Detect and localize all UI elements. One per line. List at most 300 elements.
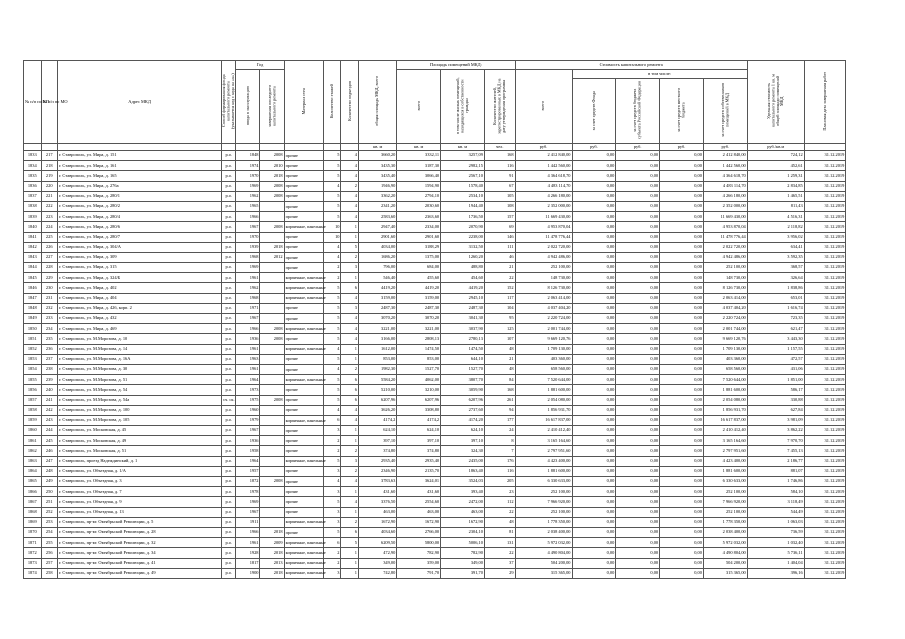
cell-area-total: 374,80 (397, 446, 441, 456)
cell-wall-material: кирпичные, панельные (284, 375, 323, 385)
cell-year-commission: 1967 (236, 507, 260, 517)
cell-num-mo: 218 (41, 161, 57, 171)
header-area-group: Площадь помещений МКД: (397, 61, 515, 70)
cell-cost-local: 0,00 (660, 405, 704, 415)
cell-entrances: 4 (341, 415, 359, 425)
cell-cost-fund: 0,00 (572, 507, 616, 517)
cell-fund-method: р.о. (222, 242, 236, 252)
cell-cost-total: 2 001 744,00 (515, 324, 572, 334)
cell-planned-date: 31.12.2019 (804, 364, 846, 374)
cell-year-commission: 1966 (236, 527, 260, 537)
cell-cost-fund: 0,00 (572, 456, 616, 466)
cell-cost-federal: 0,00 (616, 456, 660, 466)
cell-cost-fund: 0,00 (572, 212, 616, 222)
cell-area-private: 1944,40 (441, 201, 485, 211)
cell-cost-total: 4 953 870,04 (515, 222, 572, 232)
cell-cost-federal: 0,00 (616, 181, 660, 191)
cell-planned-date: 31.12.2019 (804, 395, 846, 405)
cell-area-private: 3041,30 (441, 314, 485, 324)
cell-year-last-repair: 2008 (260, 151, 284, 161)
cell-fund-method: р.о. (222, 273, 236, 283)
cell-entrances: 4 (341, 191, 359, 201)
cell-area-total: 3159,00 (397, 293, 441, 303)
unit-cell (41, 144, 57, 151)
cell-num-mo: 255 (41, 538, 57, 548)
cell-num-mo: 223 (41, 212, 57, 222)
table-row (24, 171, 888, 181)
cell-residents: 116 (484, 466, 515, 476)
cell-num-mo: 241 (41, 395, 57, 405)
cell-cost-fund: 0,00 (572, 222, 616, 232)
cell-year-last-repair (260, 405, 284, 415)
cell-cost-fund: 0,00 (572, 477, 616, 487)
cell-area-private: 1578,40 (441, 181, 485, 191)
cell-num-total: 1836 (24, 181, 42, 191)
cell-cost-local: 0,00 (660, 364, 704, 374)
cell-area-total: 397,10 (397, 436, 441, 446)
cell-cost-fund: 0,00 (572, 263, 616, 273)
cell-floors: 3 (323, 517, 341, 527)
header-cost-total: всего (515, 70, 572, 144)
cell-wall-material: прочие (284, 446, 323, 456)
cell-cost-owners: 403 360,00 (703, 354, 747, 364)
cell-num-mo: 258 (41, 568, 57, 578)
cell-cost-total: 2 410 412,40 (515, 426, 572, 436)
cell-address: г. Ставрополь, ул. М.Морозова, д. 10 (57, 334, 221, 344)
header-address: Адрес МКД (57, 61, 221, 144)
cell-address: г. Ставрополь, ул. Мира, д. 304/А (57, 242, 221, 252)
cell-unit-cost: 1 157,55 (747, 344, 804, 354)
cell-address: г. Ставрополь, ул. Мира, д. 432 (57, 314, 221, 324)
cell-area-private: 2737,60 (441, 405, 485, 415)
cell-floors: 5 (323, 161, 341, 171)
cell-num-mo: 251 (41, 497, 57, 507)
cell-cost-fund: 0,00 (572, 375, 616, 385)
cell-cost-owners: 2 001 744,00 (703, 324, 747, 334)
cell-fund-method: р.о. (222, 436, 236, 446)
cell-area-private: 397,10 (441, 436, 485, 446)
cell-fund-method: р.о. (222, 364, 236, 374)
table-row (24, 568, 888, 578)
cell-floors: 5 (323, 303, 341, 313)
table-row (24, 232, 888, 242)
table-row (24, 558, 888, 568)
cell-area-private: 3807,70 (441, 375, 485, 385)
cell-cost-federal: 0,00 (616, 395, 660, 405)
unit-cell (236, 144, 260, 151)
cell-planned-date: 31.12.2019 (804, 252, 846, 262)
cell-area-total: 359,00 (397, 558, 441, 568)
cell-unit-cost: 431,06 (747, 364, 804, 374)
cell-year-last-repair: 2009 (260, 538, 284, 548)
cell-area-total: 2487,30 (397, 303, 441, 313)
table-row (24, 354, 888, 364)
cell-area-private: 3059,90 (441, 385, 485, 395)
cell-year-last-repair: 2013 (260, 558, 284, 568)
cell-year-commission: 1978 (236, 487, 260, 497)
cell-year-last-repair (260, 283, 284, 293)
unit-residents: чел. (484, 144, 515, 151)
cell-year-commission: 1962 (236, 191, 260, 201)
cell-unit-cost: 544,49 (747, 507, 804, 517)
cell-floors: 5 (323, 456, 341, 466)
cell-entrances: 1 (341, 426, 359, 436)
cell-fund-method: р.о. (222, 497, 236, 507)
cell-total-area: 3070,20 (359, 314, 397, 324)
cell-num-total: 1838 (24, 201, 42, 211)
cell-area-private: 2472,00 (441, 497, 485, 507)
cell-cost-total: 1 778 350,00 (515, 517, 572, 527)
cell-cost-total: 2 797 951,60 (515, 446, 572, 456)
unit-area-total: кв. м (397, 144, 441, 151)
cell-residents: 91 (484, 171, 515, 181)
cell-planned-date: 31.12.2019 (804, 232, 846, 242)
cell-year-commission: 1969 (236, 263, 260, 273)
cell-area-private: 4174,20 (441, 415, 485, 425)
cell-area-private: 2945,10 (441, 293, 485, 303)
cell-cost-local: 0,00 (660, 191, 704, 201)
cell-area-total: 2554,60 (397, 497, 441, 507)
cell-year-last-repair: 2012 (260, 252, 284, 262)
cell-area-private: 1736,50 (441, 212, 485, 222)
cell-year-commission: 1900 (236, 568, 260, 578)
cell-year-last-repair: 2008 (260, 477, 284, 487)
cell-area-private: 2567,10 (441, 171, 485, 181)
cell-cost-owners: 5 972 032,00 (703, 538, 747, 548)
cell-num-mo: 231 (41, 293, 57, 303)
cell-wall-material: прочие (284, 527, 323, 537)
cell-planned-date: 31.12.2019 (804, 497, 846, 507)
cell-floors: 4 (323, 181, 341, 191)
cell-residents: 205 (484, 477, 515, 487)
cell-area-total: 4419,20 (397, 283, 441, 293)
cell-residents: 21 (484, 263, 515, 273)
cell-cost-fund: 0,00 (572, 405, 616, 415)
cell-unit-cost: 368,57 (747, 263, 804, 273)
cell-planned-date: 31.12.2019 (804, 181, 846, 191)
cell-fund-method: р.о. (222, 426, 236, 436)
cell-cost-local: 0,00 (660, 324, 704, 334)
cell-unit-cost: 1 032,40 (747, 538, 804, 548)
cell-num-mo: 219 (41, 171, 57, 181)
cell-area-total: 4062,00 (397, 375, 441, 385)
cell-entrances: 6 (341, 395, 359, 405)
cell-floors: 2 (323, 263, 341, 273)
cell-cost-owners: 7 520 644,00 (703, 375, 747, 385)
cell-year-commission: 1960 (236, 405, 260, 415)
cell-planned-date: 31.12.2019 (804, 273, 846, 283)
header-year-group: Год (236, 61, 284, 70)
units-row (24, 144, 888, 151)
cell-wall-material: прочие (284, 191, 323, 201)
cell-address: г. Ставрополь, пр-кт. Октябрьской Революции, д. 34 (57, 548, 221, 558)
cell-cost-owners: 658 560,00 (703, 364, 747, 374)
cell-num-mo: 244 (41, 426, 57, 436)
cell-num-mo: 226 (41, 242, 57, 252)
cell-area-private: 393,40 (441, 487, 485, 497)
cell-unit-cost: 1 063,03 (747, 517, 804, 527)
cell-cost-federal: 0,00 (616, 283, 660, 293)
cell-year-commission: 1939 (236, 242, 260, 252)
capital-repair-table (23, 60, 888, 579)
cell-cost-owners: 11 478 776,44 (703, 232, 747, 242)
cell-address: г. Ставрополь, ул. Объездная, д. 1/А (57, 466, 221, 476)
cell-total-area: 3783,63 (359, 477, 397, 487)
cell-area-total: 624,10 (397, 426, 441, 436)
cell-num-mo: 224 (41, 222, 57, 232)
cell-entrances: 1 (341, 222, 359, 232)
cell-residents: 131 (484, 538, 515, 548)
cell-cost-total: 7 966 920,00 (515, 497, 572, 507)
cell-address: г. Ставрополь, ул. Мира, д. 280/1 (57, 191, 221, 201)
cell-fund-method: р.о. (222, 293, 236, 303)
cell-cost-local: 0,00 (660, 181, 704, 191)
cell-residents: 69 (484, 222, 515, 232)
cell-unit-cost: 1 746,86 (747, 477, 804, 487)
unit-unit-cost: руб./кв.м (747, 144, 804, 151)
cell-residents: 111 (484, 242, 515, 252)
cell-wall-material: прочие (284, 242, 323, 252)
cell-area-total: 1474,50 (397, 344, 441, 354)
cell-address: г. Ставрополь, проезд Надеждинский, д. 1 (57, 456, 221, 466)
cell-residents: 168 (484, 151, 515, 161)
cell-entrances: 4 (341, 151, 359, 161)
table-header (24, 61, 888, 151)
cell-planned-date: 31.12.2019 (804, 212, 846, 222)
cell-fund-method: р.о. (222, 303, 236, 313)
cell-area-total: 5800,00 (397, 538, 441, 548)
cell-cost-local: 0,00 (660, 527, 704, 537)
cell-fund-method: р.о. (222, 171, 236, 181)
cell-planned-date: 31.12.2019 (804, 527, 846, 537)
cell-year-commission: 1848 (236, 151, 260, 161)
cell-area-private: 2780,13 (441, 334, 485, 344)
cell-cost-federal: 0,00 (616, 354, 660, 364)
cell-cost-local: 0,00 (660, 507, 704, 517)
cell-wall-material: прочие (284, 151, 323, 161)
cell-fund-method: р.о. (222, 538, 236, 548)
cell-year-commission: 1979 (236, 415, 260, 425)
cell-cost-fund: 0,00 (572, 466, 616, 476)
cell-fund-method: р.о. (222, 405, 236, 415)
cell-num-mo: 234 (41, 324, 57, 334)
cell-area-total: 2935,40 (397, 456, 441, 466)
cell-entrances: 3 (341, 263, 359, 273)
cell-total-area: 1686,20 (359, 252, 397, 262)
cell-num-mo: 256 (41, 548, 57, 558)
cell-year-last-repair: 2018 (260, 527, 284, 537)
cell-unit-cost: 1 259,31 (747, 171, 804, 181)
cell-planned-date: 31.12.2019 (804, 538, 846, 548)
cell-total-area: 349,00 (359, 558, 397, 568)
cell-cost-federal: 0,00 (616, 426, 660, 436)
cell-cost-fund: 0,00 (572, 273, 616, 283)
cell-cost-federal: 0,00 (616, 527, 660, 537)
cell-total-area: 4174,2 (359, 415, 397, 425)
cell-num-mo: 229 (41, 273, 57, 283)
cell-cost-local: 0,00 (660, 446, 704, 456)
cell-entrances: 1 (341, 507, 359, 517)
cell-cost-owners: 2 352 000,00 (703, 201, 747, 211)
cell-area-private: 6207,96 (441, 395, 485, 405)
cell-cost-fund: 0,00 (572, 385, 616, 395)
cell-year-commission: 1962 (236, 283, 260, 293)
cell-unit-cost: 3 592,35 (747, 252, 804, 262)
cell-address: г. Ставрополь, пр-кт. Октябрьской Революции, д. 32 (57, 538, 221, 548)
cell-num-mo: 225 (41, 232, 57, 242)
cell-cost-local: 0,00 (660, 263, 704, 273)
cell-address: г. Ставрополь, ул. Объездная, д. 9 (57, 497, 221, 507)
cell-area-private: 2304,10 (441, 527, 485, 537)
cell-fund-method: р.о. (222, 151, 236, 161)
cell-floors: 3 (323, 568, 341, 578)
cell-year-last-repair (260, 385, 284, 395)
cell-total-area: 742,80 (359, 568, 397, 578)
cell-cost-owners: 2 410 412,40 (703, 426, 747, 436)
cell-cost-local: 0,00 (660, 415, 704, 425)
cell-address: г. Ставрополь, ул. Мира, д. 426, корп. 2 (57, 303, 221, 313)
cell-unit-cost: 627,84 (747, 405, 804, 415)
cell-address: г. Ставрополь, ул. Московская, д. 49 (57, 436, 221, 446)
cell-entrances: 6 (341, 375, 359, 385)
cell-year-commission: 1966 (236, 324, 260, 334)
cell-year-last-repair (260, 303, 284, 313)
cell-total-area: 2487,30 (359, 303, 397, 313)
cell-floors: 10 (323, 222, 341, 232)
cell-planned-date: 31.12.2019 (804, 507, 846, 517)
table-row (24, 477, 888, 487)
cell-cost-fund: 0,00 (572, 354, 616, 364)
cell-wall-material: кирпичные, панельные (284, 548, 323, 558)
cell-total-area: 853,00 (359, 354, 397, 364)
cell-entrances: 4 (341, 477, 359, 487)
header-num-mo: № п/п по МО (41, 61, 57, 144)
cell-num-total: 1835 (24, 171, 42, 181)
table-row (24, 283, 888, 293)
cell-num-mo: 221 (41, 191, 57, 201)
cell-planned-date: 31.12.2019 (804, 354, 846, 364)
cell-year-commission: 1961 (236, 364, 260, 374)
cell-num-total: 1854 (24, 364, 42, 374)
cell-fund-method: р.о. (222, 161, 236, 171)
cell-year-commission: 1936 (236, 334, 260, 344)
cell-unit-cost: 3 981,09 (747, 415, 804, 425)
cell-cost-fund: 0,00 (572, 395, 616, 405)
cell-total-area: 1982,30 (359, 364, 397, 374)
cell-cost-total: 252 100,00 (515, 487, 572, 497)
cell-area-total: 1527,70 (397, 364, 441, 374)
cell-unit-cost: 4 516,31 (747, 212, 804, 222)
table-row (24, 212, 888, 222)
cell-cost-local: 0,00 (660, 568, 704, 578)
unit-cost-owners: руб. (703, 144, 747, 151)
cell-cost-local: 0,00 (660, 303, 704, 313)
cell-cost-federal: 0,00 (616, 497, 660, 507)
cell-planned-date: 31.12.2019 (804, 548, 846, 558)
cell-cost-local: 0,00 (660, 354, 704, 364)
cell-cost-total: 2 220 724,00 (515, 314, 572, 324)
cell-wall-material: кирпичные, панельные (284, 293, 323, 303)
cell-cost-local: 0,00 (660, 171, 704, 181)
cell-num-total: 1867 (24, 497, 42, 507)
cell-address: г. Ставрополь, ул. Мира, д. 309 (57, 252, 221, 262)
cell-cost-owners: 2 797 951,60 (703, 446, 747, 456)
cell-area-total: 3221,00 (397, 324, 441, 334)
cell-year-last-repair (260, 497, 284, 507)
cell-planned-date: 31.12.2019 (804, 477, 846, 487)
cell-fund-method: р.о. (222, 263, 236, 273)
cell-num-total: 1844 (24, 263, 42, 273)
cell-cost-fund: 0,00 (572, 293, 616, 303)
cell-floors: 5 (323, 395, 341, 405)
cell-wall-material: кирпичные, панельные (284, 456, 323, 466)
unit-cost-total: руб. (515, 144, 572, 151)
cell-num-total: 1848 (24, 303, 42, 313)
cell-entrances: 6 (341, 385, 359, 395)
cell-num-mo: 243 (41, 415, 57, 425)
cell-wall-material: кирпичные, панельные (284, 558, 323, 568)
cell-num-mo: 250 (41, 487, 57, 497)
cell-cost-local: 0,00 (660, 201, 704, 211)
cell-residents: 116 (484, 161, 515, 171)
cell-residents: 7 (484, 446, 515, 456)
cell-floors: 5 (323, 283, 341, 293)
cell-cost-federal: 0,00 (616, 324, 660, 334)
cell-entrances: 1 (341, 232, 359, 242)
cell-wall-material: прочие (284, 334, 323, 344)
cell-unit-cost: 723,35 (747, 314, 804, 324)
cell-total-area: 6207,96 (359, 395, 397, 405)
cell-residents: 125 (484, 324, 515, 334)
cell-unit-cost: 634,41 (747, 242, 804, 252)
cell-num-mo: 232 (41, 303, 57, 313)
cell-address: г. Ставрополь, ул. Мира, д. 280/2 (57, 201, 221, 211)
table-row (24, 191, 888, 201)
cell-cost-total: 658 560,00 (515, 364, 572, 374)
cell-planned-date: 31.12.2019 (804, 568, 846, 578)
cell-floors: 5 (323, 314, 341, 324)
header-residents: Количество жителей, зарегистрированных в МКД на дату утверждения программы (484, 70, 515, 144)
cell-total-area: 6209,50 (359, 538, 397, 548)
cell-area-private: 782,90 (441, 548, 485, 558)
cell-unit-cost: 3 862,22 (747, 426, 804, 436)
cell-year-last-repair: 2008 (260, 191, 284, 201)
cell-total-area: 3435,30 (359, 161, 397, 171)
cell-planned-date: 31.12.2019 (804, 344, 846, 354)
cell-num-total: 1858 (24, 405, 42, 415)
cell-residents: 22 (484, 548, 515, 558)
cell-year-last-repair (260, 415, 284, 425)
cell-cost-total: 1 709 130,00 (515, 344, 572, 354)
cell-floors: 5 (323, 385, 341, 395)
cell-cost-federal: 0,00 (616, 171, 660, 181)
cell-cost-local: 0,00 (660, 395, 704, 405)
cell-area-private: 1672,90 (441, 517, 485, 527)
cell-cost-fund: 0,00 (572, 324, 616, 334)
cell-wall-material: кирпичные, панельные (284, 222, 323, 232)
cell-cost-owners: 2 054 080,00 (703, 395, 747, 405)
cell-cost-owners: 252 100,00 (703, 263, 747, 273)
cell-year-last-repair (260, 354, 284, 364)
cell-cost-owners: 3 165 164,60 (703, 436, 747, 446)
cell-cost-local: 0,00 (660, 314, 704, 324)
cell-residents: 146 (484, 232, 515, 242)
cell-cost-owners: 4 423 400,00 (703, 456, 747, 466)
cell-cost-federal: 0,00 (616, 507, 660, 517)
cell-wall-material: кирпичные, панельные (284, 344, 323, 354)
unit-cost-local: руб. (660, 144, 704, 151)
cell-area-total: 3332,11 (397, 151, 441, 161)
